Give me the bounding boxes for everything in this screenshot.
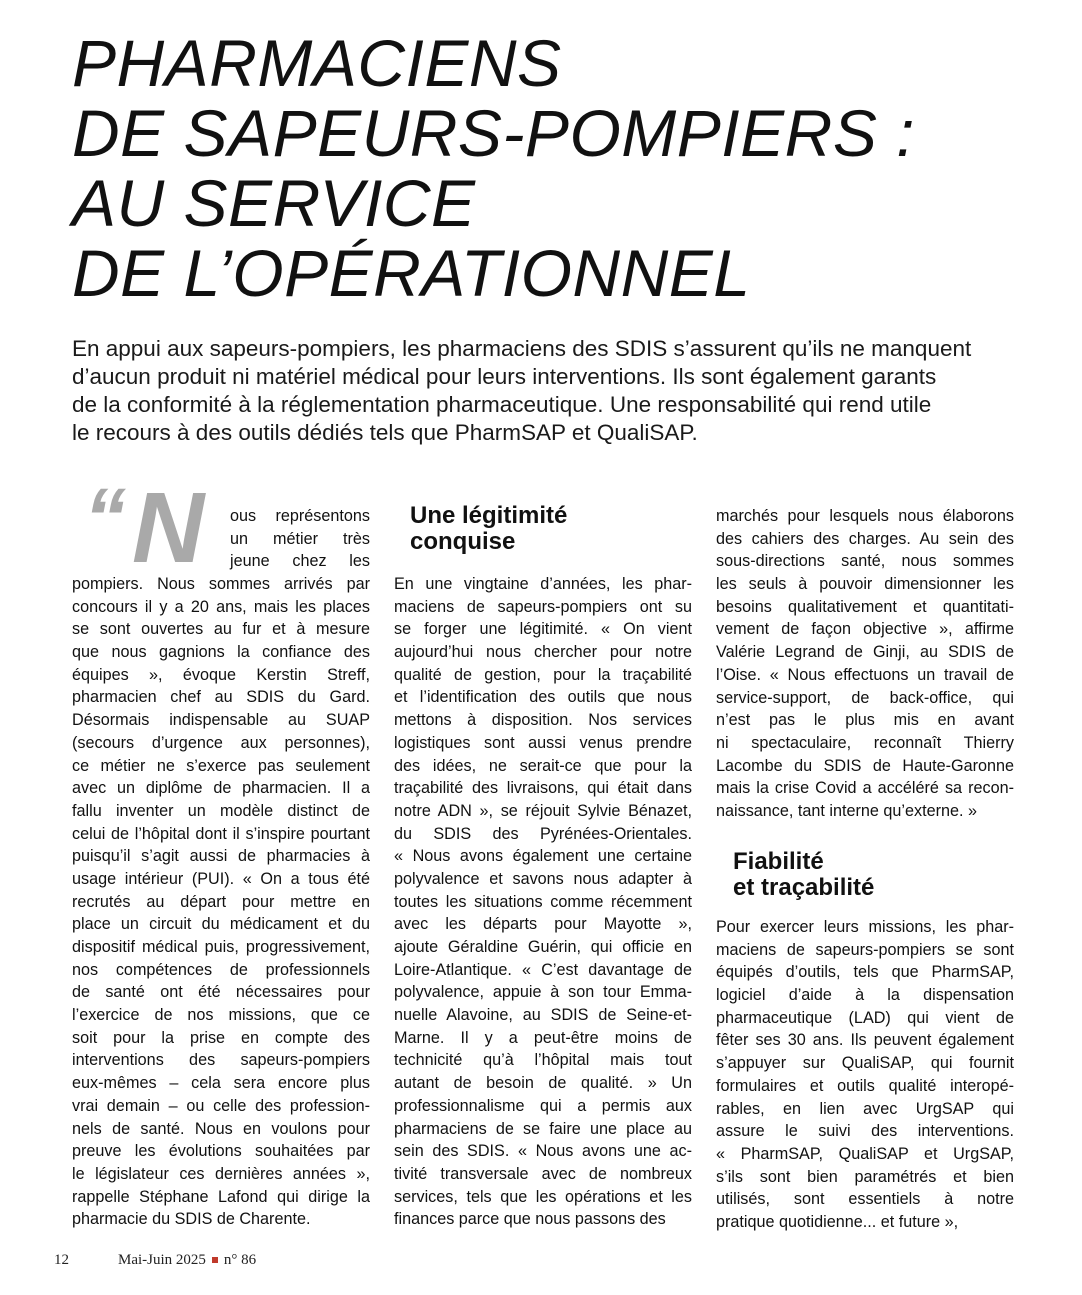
- text-line: dispositif médical puis, progressivement,: [72, 938, 370, 956]
- text-line: soit pour la prise en compte des: [72, 1028, 370, 1047]
- drop-cap-quote: “: [84, 471, 118, 565]
- text-line: toutes les situations comme récemment: [394, 892, 692, 911]
- text-line: concours il y a 20 ans, mais les places: [72, 597, 370, 616]
- subhead-fiabilite: [733, 849, 874, 901]
- text-line: Loire-Atlantique. « C’est davantage de: [394, 960, 692, 979]
- text-line: le législateur ces dernières années »,: [72, 1164, 370, 1183]
- text-line: professionnalisme qui a permis aux: [394, 1096, 692, 1115]
- text-line: du SDIS des Pyrénées-Orientales.: [394, 824, 692, 843]
- text-line: « Nous avons également une certaine: [394, 847, 692, 866]
- text-line: pharmaceutique (LAD) qui vient de: [716, 1008, 1014, 1027]
- text-line: ni spectaculaire, reconnaît Thierry: [716, 733, 1014, 752]
- text-line: interventions des sapeurs-pompiers: [72, 1051, 370, 1070]
- text-line: équipés d’outils, tels que PharmSAP,: [716, 963, 1014, 982]
- page-number: 12: [54, 1252, 69, 1268]
- title-line: DE SAPEURS-POMPIERS :: [72, 96, 916, 170]
- text-line: s’appuyer sur QualiSAP, qui fournit: [716, 1054, 1014, 1073]
- text-line: tivité transversale avec de nombreux: [394, 1164, 692, 1183]
- text-line: jeune chez les: [230, 552, 370, 571]
- text-line: ce métier ne s’exerce pas seulement: [72, 756, 370, 775]
- text-line: traçabilité des livraisons, qui était dans: [394, 779, 692, 798]
- text-line: mais la crise Covid a accéléré sa recon-: [716, 779, 1014, 798]
- subhead-line: Une légitimité: [410, 502, 568, 529]
- text-line: fallu inventer un modèle distinct de: [72, 801, 370, 820]
- text-line: aujourd’hui nous chercher pour notre: [394, 643, 692, 662]
- text-line: s’ils sont bien paramétrés et bien: [716, 1167, 1014, 1186]
- lede-line: de la conformité à la réglementation pharmaceutique. Une responsabilité qui rend utile: [72, 392, 932, 417]
- text-line: Marne. Il y a peut-être moins de: [394, 1028, 692, 1047]
- text-line: puisqu’il s’agit aussi de pharmacies à: [72, 847, 370, 866]
- text-line: formulaires et outils qualité interopé-: [716, 1076, 1014, 1095]
- text-line: logistiques sont aussi venus prendre: [394, 733, 692, 752]
- title-line: DE L’OPÉRATIONNEL: [72, 236, 751, 310]
- lede-line: En appui aux sapeurs-pompiers, les pharmaciens des SDIS s’assurent qu’ils ne manquent: [72, 336, 972, 361]
- text-line: utilisés, sont essentiels à notre: [716, 1190, 1014, 1209]
- text-line: se forger une légitimité. « On vient: [394, 620, 692, 639]
- text-line: et l’identification des outils que nous: [394, 688, 692, 707]
- text-line: rappelle Stéphane Lafond qui dirige la: [72, 1187, 370, 1206]
- title-line: PHARMACIENS: [72, 26, 562, 100]
- page-title: [72, 28, 1052, 308]
- text-line: polyvalence, appuie à son tour Emma-: [394, 983, 692, 1002]
- separator-square-icon: [212, 1257, 218, 1263]
- text-line: En une vingtaine d’années, les phar-: [394, 575, 692, 593]
- drop-cap: [84, 471, 224, 584]
- text-line: notre ADN », se réjouit Sylvie Bénazet,: [394, 801, 692, 820]
- text-line: vement de façon objective », affirme: [716, 620, 1014, 639]
- lede-line: le recours à des outils dédiés tels que PharmSAP et QualiSAP.: [72, 420, 698, 445]
- text-line: ous représentons: [230, 507, 370, 525]
- text-line: pratique quotidienne... et future »,: [716, 1212, 959, 1231]
- text-line: avec un diplôme de pharmacien. Il a: [72, 779, 370, 798]
- text-line: de santé ont été nécessaires pour: [72, 983, 370, 1002]
- text-line: qualité de gestion, pour la traçabilité: [394, 665, 692, 684]
- text-line: se sont ouvertes au fur et à mesure: [72, 620, 370, 639]
- text-line: (secours d’urgence aux personnes),: [72, 733, 370, 752]
- text-line: recrutés au départ pour mettre en: [72, 892, 370, 911]
- subhead-legitimite: [410, 503, 567, 555]
- column-3: [716, 505, 1014, 823]
- text-line: services, tels que les opérations et les: [394, 1187, 692, 1206]
- subhead-line: et traçabilité: [733, 874, 875, 901]
- issue-number: n° 86: [223, 1252, 257, 1268]
- text-line: maciens de sapeurs-pompiers se sont: [716, 940, 1014, 959]
- text-line: que nous gagnions la confiance des: [72, 643, 370, 662]
- text-line: Valérie Legrand de Ginji, au SDIS de: [716, 643, 1014, 662]
- text-line: des cahiers des charges. Au sein des: [716, 529, 1014, 548]
- text-line: un métier très: [230, 529, 370, 548]
- text-line: des idées, ne serait-ce que pour la: [394, 756, 692, 775]
- text-line: polyvalence et savons nous adapter à: [394, 869, 692, 888]
- text-line: usage intérieur (PUI). « On a tous été: [72, 869, 370, 888]
- text-line: eux-mêmes – cela sera encore plus: [72, 1074, 370, 1093]
- text-line: mettons à disposition. Nos services: [394, 711, 692, 730]
- lede-line: d’aucun produit ni matériel médical pour leurs interventions. Ils sont également garants: [72, 364, 937, 389]
- text-line: place un circuit du médicament et du: [72, 915, 370, 934]
- text-line: marchés pour lesquels nous élaborons: [716, 507, 1014, 525]
- text-line: celui de l’hôpital dont il s’inspire pourtant: [72, 824, 370, 843]
- issue-info: [118, 1252, 256, 1269]
- text-line: service-support, de back-office, qui: [716, 688, 1014, 707]
- text-line: nels de santé. Nous en voulons pour: [72, 1119, 370, 1138]
- text-line: pharmaciens de se faire une place au: [394, 1119, 692, 1138]
- text-line: assure le suivi des interventions.: [716, 1122, 1014, 1141]
- subhead-line: conquise: [410, 528, 516, 555]
- text-line: nuelle Alavoine, au SDIS de Seine-et-: [394, 1006, 692, 1025]
- text-line: fêter ses 30 ans. Ils peuvent également: [716, 1031, 1014, 1050]
- text-line: n’est pas le plus mis en avant: [716, 711, 1014, 730]
- text-line: sous-directions santé, nous sommes: [716, 552, 1014, 571]
- lede-paragraph: [72, 335, 1022, 447]
- text-line: maciens de sapeurs-pompiers ont su: [394, 597, 692, 616]
- drop-cap-wrap-text: [230, 505, 370, 573]
- text-line: l’Oise. « Nous effectuons un travail de: [716, 665, 1014, 684]
- text-line: avec les départs pour Mayotte »,: [394, 915, 692, 934]
- text-line: rables, en lien avec UrgSAP qui: [716, 1099, 1014, 1118]
- text-line: Lacombe du SDIS de Haute-Garonne: [716, 756, 1014, 775]
- drop-cap-letter: N: [132, 472, 205, 584]
- text-line: pompiers. Nous sommes arrivés par: [72, 575, 370, 593]
- issue-date: Mai-Juin 2025: [118, 1252, 206, 1268]
- text-line: « PharmSAP, QualiSAP et UrgSAP,: [716, 1144, 1014, 1163]
- text-line: preuve les évolutions souhaitées par: [72, 1142, 370, 1161]
- text-line: besoins qualitativement et quantitati-: [716, 597, 1014, 616]
- column-3-continued: [716, 916, 1014, 1234]
- text-line: sein des SDIS. « Nous avons une ac-: [394, 1142, 692, 1161]
- text-line: Pour exercer leurs missions, les phar-: [716, 918, 1014, 936]
- text-line: finances parce que nous passons des: [394, 1210, 666, 1229]
- text-line: Désormais indispensable au SUAP: [72, 711, 370, 730]
- column-1: [72, 573, 370, 1231]
- text-line: pharmacien chef au SDIS du Gard.: [72, 688, 370, 707]
- text-line: naissance, tant interne qu’externe. »: [716, 801, 977, 820]
- text-line: technicité qu’à l’hôpital mais tout: [394, 1051, 692, 1070]
- text-line: les seuls à pouvoir dimensionner les: [716, 575, 1014, 594]
- title-line: AU SERVICE: [72, 166, 476, 240]
- text-line: pharmacie du SDIS de Charente.: [72, 1210, 311, 1229]
- text-line: autant de besoin de qualité. » Un: [394, 1074, 692, 1093]
- text-line: ajoute Géraldine Guérin, qui officie en: [394, 938, 692, 956]
- text-line: logiciel d’aide à la dispensation: [716, 986, 1014, 1005]
- text-line: l’exercice de nos missions, que ce: [72, 1006, 370, 1025]
- text-line: nos compétences de professionnels: [72, 960, 370, 979]
- text-line: équipes », évoque Kerstin Streff,: [72, 665, 370, 684]
- subhead-line: Fiabilité: [733, 848, 824, 875]
- text-line: vrai demain – ou celle des profession-: [72, 1096, 370, 1115]
- column-2: [394, 573, 692, 1231]
